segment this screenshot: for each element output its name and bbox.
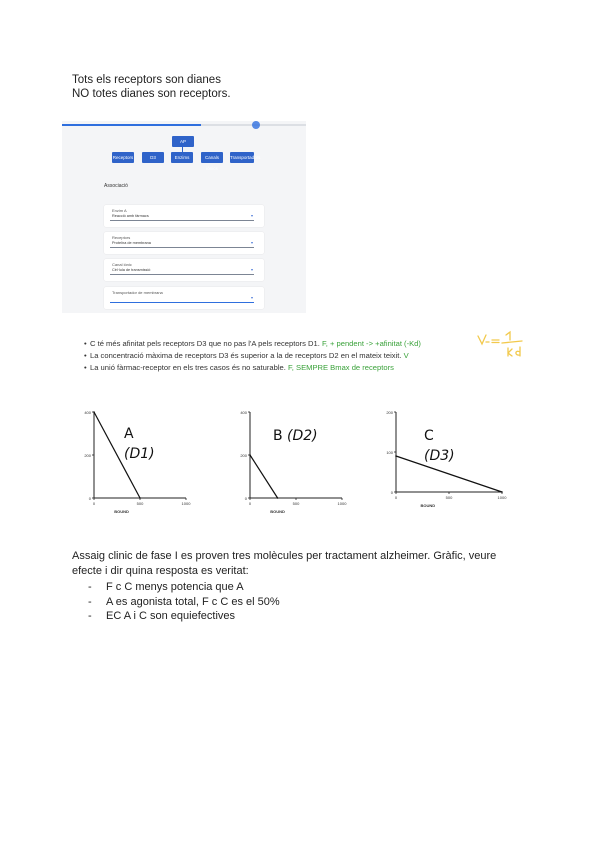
tree-node-d3: D3 <box>142 152 164 163</box>
tree-node-canals: Canals iònics <box>201 152 223 163</box>
question-label: Receptors <box>112 235 131 240</box>
chart-subtitle: (D2) <box>287 428 318 444</box>
statement-text: La concentració màxima de receptors D3 és superior a la de receptors D2 en el mateix teixit. <box>90 351 402 360</box>
intro-line-2: NO totes dianes son receptors. <box>72 88 231 100</box>
answer-option-text: EC A i C son equiefectives <box>106 610 236 622</box>
answer-select[interactable] <box>110 241 254 248</box>
tree-node-root: AP <box>172 136 194 147</box>
statement-text: C té més afinitat pels receptors D3 que no pas l'A pels receptors D1. <box>90 339 320 348</box>
y-tick-label: 200 <box>240 453 247 458</box>
question-line-2: efecte i dir quina resposta es veritat: <box>72 564 249 577</box>
statement-item <box>84 350 421 362</box>
answer-option-text: F c C menys potencia que A <box>106 581 244 593</box>
chart-letter: A <box>124 426 134 442</box>
series-line <box>94 412 140 498</box>
bullet-icon: • <box>84 339 87 348</box>
y-tick-label: 200 <box>84 453 91 458</box>
y-tick-label: 200 <box>386 410 393 415</box>
x-tick-label: 0 <box>394 495 398 500</box>
question-line-1: Assaig clinic de fase I es proven tres molècules per tractament alzheimer. Gràfic, veure <box>72 550 497 562</box>
data-point <box>249 454 251 456</box>
chevron-down-icon: ▾ <box>250 213 253 218</box>
bullet-icon: • <box>84 363 87 372</box>
x-tick-label: 0 <box>92 501 96 506</box>
question-text <box>72 549 496 578</box>
data-point <box>395 455 397 457</box>
question-label: Canal iònic <box>112 262 132 267</box>
answer-select[interactable] <box>110 214 254 221</box>
y-tick-label: 400 <box>84 410 91 415</box>
question-card-2 <box>104 232 264 254</box>
question-label: Enzim A <box>112 208 127 213</box>
statement-item <box>84 362 421 374</box>
chart-subtitle: (D1) <box>124 446 155 462</box>
x-tick-label: 1000 <box>337 501 347 506</box>
chevron-down-icon: ▾ <box>250 240 253 245</box>
question-card-4 <box>104 287 264 309</box>
x-axis-label: BOUND <box>114 509 129 514</box>
answer-option-text: A es agonista total, F c C es el 50% <box>106 595 280 608</box>
chart-letter: B <box>273 428 283 444</box>
data-point <box>277 497 279 499</box>
statement-note: F, SEMPRE Bmax de receptors <box>287 363 394 372</box>
y-tick-label: 0 <box>244 496 247 501</box>
x-tick-label: 1000 <box>181 501 191 506</box>
progress-knob <box>252 121 260 129</box>
question-card-3 <box>104 259 264 281</box>
chart-letter: C <box>424 428 434 444</box>
dash-marker: - <box>88 610 92 622</box>
answer-value: Reacció amb fàrmacs <box>112 214 149 218</box>
intro-line-1: Tots els receptors son dianes <box>72 74 221 86</box>
embedded-quiz-screenshot <box>62 121 306 313</box>
tree-node-enzims: Enzims <box>171 152 193 163</box>
statement-item <box>84 338 421 350</box>
answer-option <box>88 595 280 610</box>
x-tick-label: 500 <box>292 501 300 506</box>
series-line <box>250 455 278 498</box>
x-tick-label: 500 <box>136 501 144 506</box>
tree-node-transportadors: Transportadors <box>230 152 254 163</box>
answer-options <box>88 580 280 624</box>
y-tick-label: 100 <box>386 450 393 455</box>
data-point <box>139 497 141 499</box>
series-line <box>396 456 502 492</box>
statement-list <box>84 338 421 374</box>
x-tick-label: 500 <box>445 495 453 500</box>
data-point <box>93 411 95 413</box>
bullet-icon: • <box>84 351 87 360</box>
statement-note: V <box>403 351 409 360</box>
progress-fill <box>62 124 201 126</box>
y-tick-label: 400 <box>240 410 247 415</box>
answer-value: Cèl·lula de transmissió <box>112 268 151 272</box>
answer-select[interactable] <box>110 268 254 275</box>
chart-subtitle: (D3) <box>424 448 455 464</box>
statement-text: La unió fàrmac-receptor en els tres casos és no saturable. <box>90 363 286 372</box>
x-tick-label: 1000 <box>497 495 507 500</box>
question-card-1 <box>104 205 264 227</box>
y-tick-label: 0 <box>390 490 393 495</box>
y-tick-label: 0 <box>88 496 91 501</box>
chevron-down-icon: ▾ <box>250 295 253 300</box>
question-label: Transportador de membrana <box>112 290 163 295</box>
intro-text <box>72 73 231 101</box>
x-axis-label: BOUND <box>420 503 436 508</box>
answer-option <box>88 580 280 595</box>
dash-marker: - <box>88 581 92 593</box>
answer-select[interactable] <box>110 296 254 303</box>
data-point <box>501 491 503 493</box>
answer-value: Proteïna de membrana <box>112 241 151 245</box>
chevron-down-icon: ▾ <box>250 267 253 272</box>
x-axis-label: BOUND <box>270 509 285 514</box>
answer-option <box>88 609 280 624</box>
section-label: Associació <box>104 183 128 189</box>
x-tick-label: 0 <box>248 501 252 506</box>
handwritten-formula <box>476 326 528 360</box>
statement-note: F, + pendent -> +afinitat (-Kd) <box>321 339 421 348</box>
dash-marker: - <box>88 595 92 608</box>
tree-node-receptors: Receptors <box>112 152 134 163</box>
